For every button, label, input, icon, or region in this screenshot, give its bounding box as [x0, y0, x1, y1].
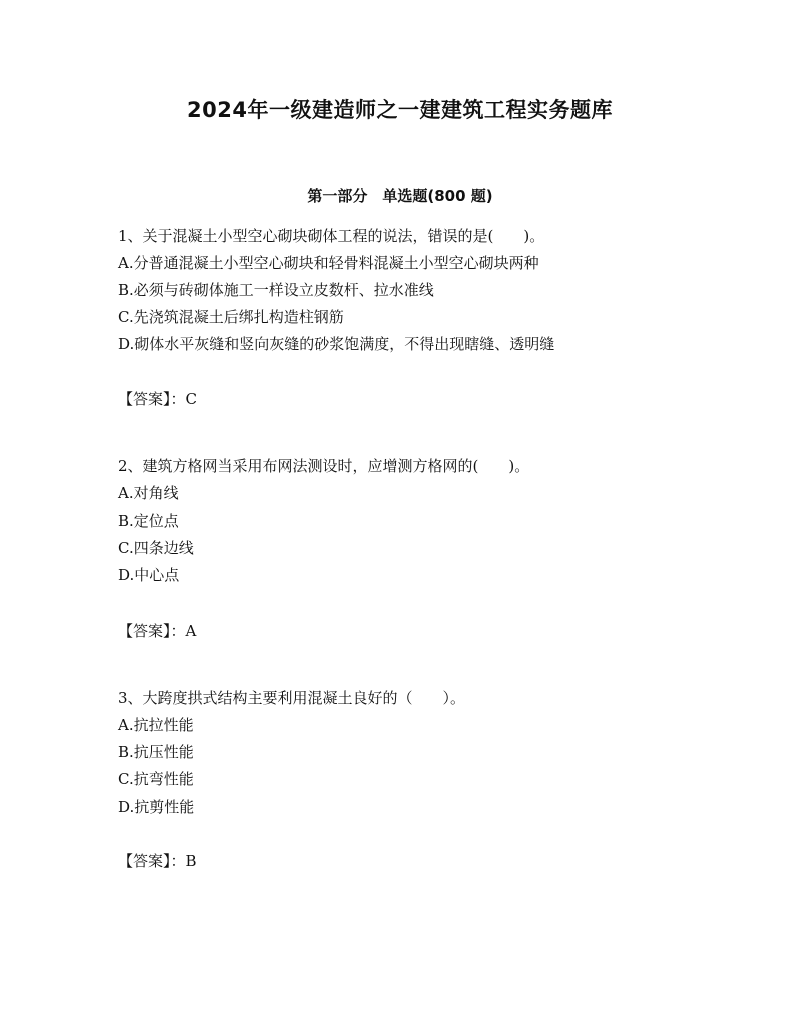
question-3-option-c: C.抗弯性能	[118, 770, 194, 788]
question-3-option-b: B.抗压性能	[118, 743, 194, 761]
question-2-option-c: C.四条边线	[118, 539, 194, 557]
question-1-option-d: D.砌体水平灰缝和竖向灰缝的砂浆饱满度，不得出现瞎缝、透明缝	[118, 335, 555, 353]
question-2-stem: 2、建筑方格网当采用布网法测设时，应增测方格网的( )。	[118, 457, 530, 475]
question-2-option-a: A.对角线	[118, 484, 179, 502]
question-2-answer: 【答案】：A	[118, 622, 197, 640]
question-3-option-d: D.抗剪性能	[118, 798, 195, 816]
document-title: 2024年一级建造师之一建建筑工程实务题库	[187, 98, 613, 122]
question-1-option-c: C.先浇筑混凝土后绑扎构造柱钢筋	[118, 308, 344, 326]
question-2-option-d: D.中心点	[118, 566, 180, 584]
question-3-stem: 3、大跨度拱式结构主要利用混凝土良好的（ ）。	[118, 689, 466, 707]
question-1-answer: 【答案】：C	[118, 390, 197, 408]
question-3-answer: 【答案】：B	[118, 852, 197, 870]
question-1-option-b: B.必须与砖砌体施工一样设立皮数杆、拉水准线	[118, 281, 434, 299]
question-1-option-a: A.分普通混凝土小型空心砌块和轻骨料混凝土小型空心砌块两种	[118, 254, 539, 272]
section-heading: 第一部分 单选题(800 题)	[307, 187, 493, 205]
question-2-option-b: B.定位点	[118, 512, 179, 530]
question-3-option-a: A.抗拉性能	[118, 716, 194, 734]
question-1-stem: 1、关于混凝土小型空心砌块砌体工程的说法，错误的是( )。	[118, 227, 545, 245]
